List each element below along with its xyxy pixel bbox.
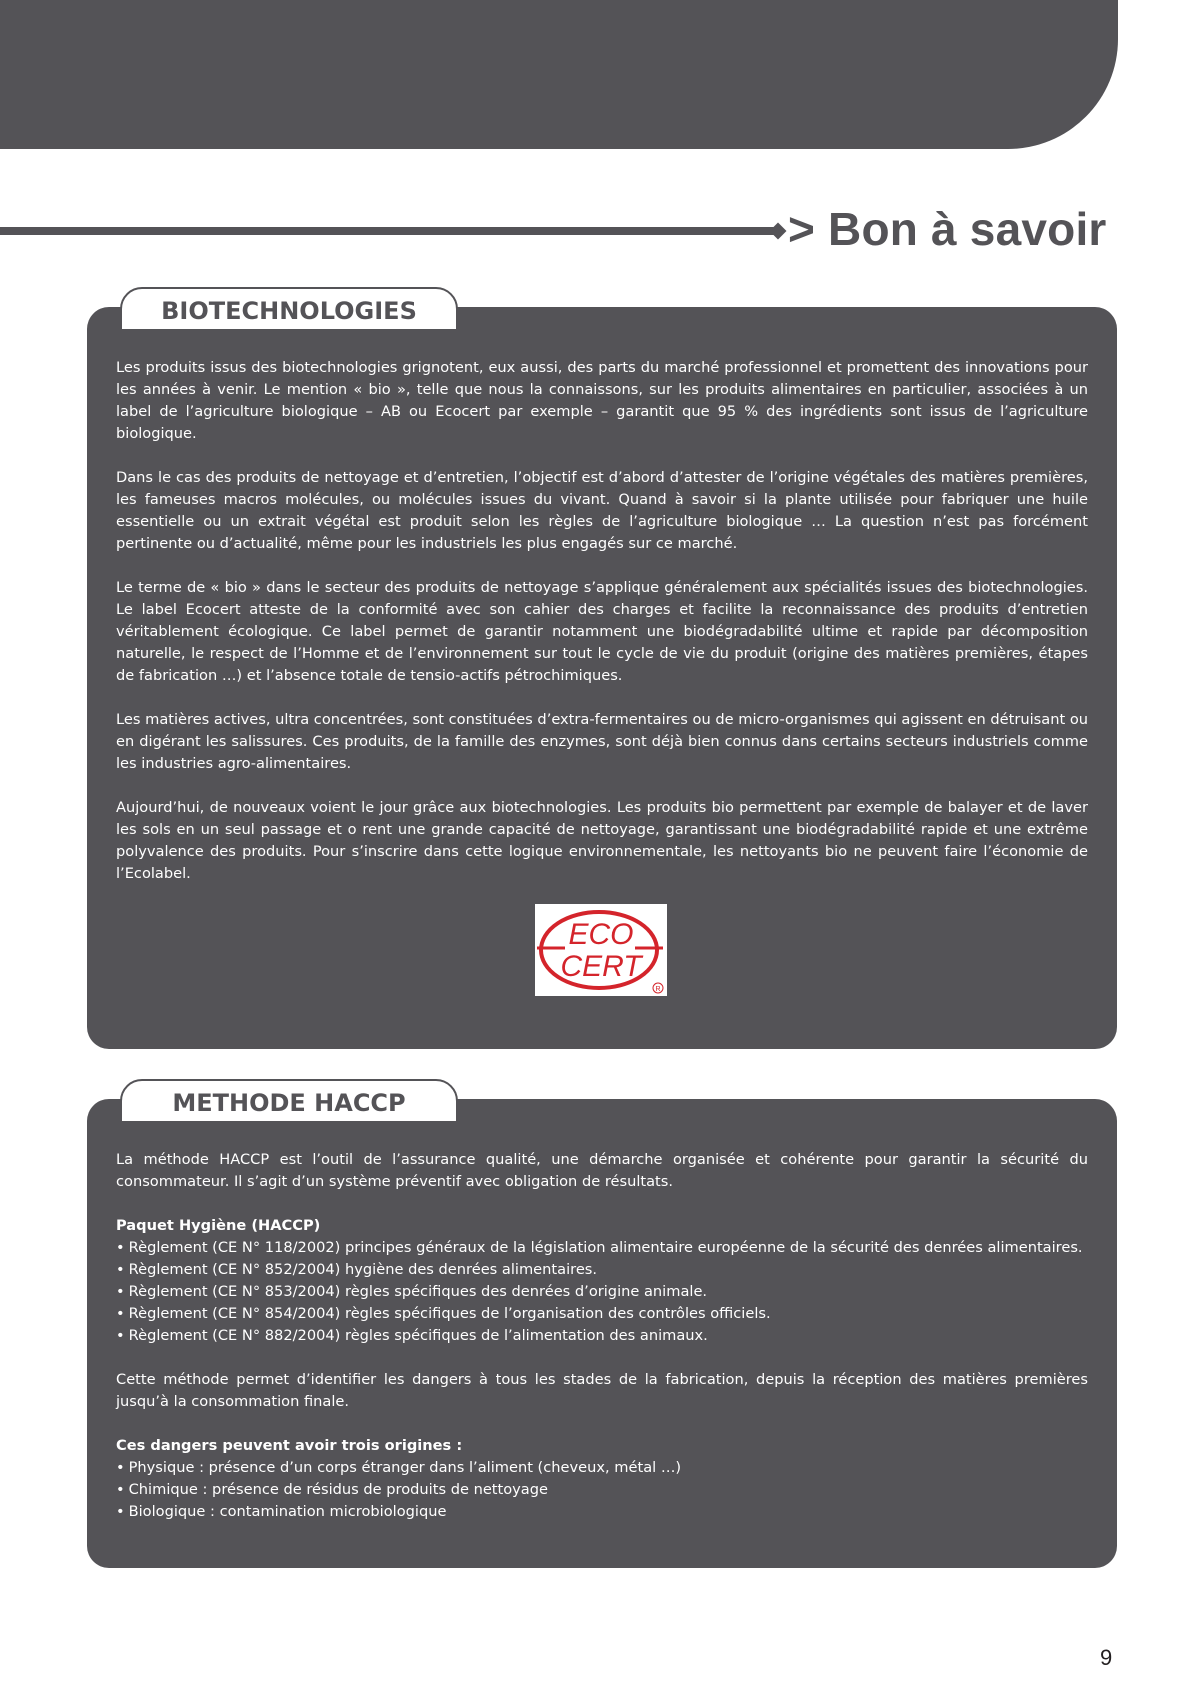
bullet-mark: •: [116, 1283, 125, 1300]
registered-mark-letter: R: [655, 986, 661, 993]
haccp-body: [116, 1149, 1088, 1545]
bullet-mark: •: [116, 1459, 125, 1476]
biotechnologies-panel: [87, 307, 1117, 1049]
list-item: [116, 1237, 1088, 1259]
bullet-mark: •: [116, 1481, 125, 1498]
haccp-heading: METHODE HACCP: [120, 1079, 458, 1123]
list-item: [116, 1479, 1088, 1501]
page-number: 9: [1100, 1645, 1113, 1670]
biotechnologies-heading: BIOTECHNOLOGIES: [120, 287, 458, 331]
list-item-text: Biologique : contamination microbiologique: [128, 1503, 447, 1520]
list-item: [116, 1259, 1088, 1281]
list-item-text: Règlement (CE N° 853/2004) règles spécifiques des denrées d’origine animale.: [128, 1283, 708, 1300]
bio-paragraph-4: Les matières actives, ultra concentrées, sont constituées d’extra-fermentaires ou de micro-organismes qui agissent en détruisant ou en digérant les salissures. Ces produits, de la famille des enzymes, sont déjà bien connus dans certains secteurs industriels comme les industries agro-alimentaires.: [116, 711, 1088, 772]
bio-paragraph-2: Dans le cas des produits de nettoyage et d’entretien, l’objectif est d’abord d’attester de l’origine végétales des matières premières, les fameuses macros molécules, ou molécules issues du vivant. Quand à savoir si la plante utilisée pour fabriquer une huile essentielle ou un extrait végétal est produit selon les règles de l’agriculture biologique … La question n’est pas forcément pertinente ou d’actualité, même pour les industriels les plus engagés sur ce marché.: [116, 469, 1088, 552]
dangers-list: [116, 1457, 1088, 1523]
list-item-text: Règlement (CE N° 118/2002) principes généraux de la législation alimentaire européenne de la sécurité des denrées alimentaires.: [128, 1239, 1083, 1256]
bullet-mark: •: [116, 1503, 125, 1520]
list-item-text: Physique : présence d’un corps étranger dans l’aliment (cheveux, métal …): [128, 1459, 682, 1476]
list-item-text: Règlement (CE N° 854/2004) règles spécifiques de l’organisation des contrôles officiels.: [128, 1305, 771, 1322]
haccp-panel: [87, 1099, 1117, 1568]
bullet-mark: •: [116, 1305, 125, 1322]
dangers-title: Ces dangers peuvent avoir trois origines :: [116, 1437, 463, 1454]
list-item: [116, 1501, 1088, 1523]
top-banner: [0, 0, 1118, 149]
list-item: [116, 1281, 1088, 1303]
bio-paragraph-5: Aujourd’hui, de nouveaux voient le jour grâce aux biotechnologies. Les produits bio permettent par exemple de balayer et de laver les sols en un seul passage et o rent une grande capacité de nettoyage, garantissant une biodégradabilité rapide et une extrême polyvalence des produits. Pour s’inscrire dans cette logique environnementale, les nettoyants bio ne peuvent faire l’économie de l’Ecolabel.: [116, 799, 1088, 882]
ecocert-logo: [535, 904, 667, 996]
ecocert-logo-graphic: [535, 904, 667, 996]
list-item-text: Règlement (CE N° 882/2004) règles spécifiques de l’alimentation des animaux.: [128, 1327, 708, 1344]
list-item: [116, 1457, 1088, 1479]
page-title: > Bon à savoir: [788, 203, 1107, 255]
list-item-text: Chimique : présence de résidus de produits de nettoyage: [128, 1481, 548, 1498]
biotechnologies-body: [116, 357, 1088, 907]
haccp-intro: La méthode HACCP est l’outil de l’assurance qualité, une démarche organisée et cohérente pour garantir la sécurité du consommateur. Il s’agit d’un système préventif avec obligation de résultats.: [116, 1151, 1088, 1190]
list-item-text: Règlement (CE N° 852/2004) hygiène des denrées alimentaires.: [128, 1261, 598, 1278]
list-item: [116, 1325, 1088, 1347]
bio-paragraph-1: Les produits issus des biotechnologies grignotent, eux aussi, des parts du marché professionnel et promettent des innovations pour les années à venir. Le mention « bio », telle que nous la connaissons, sur les produits alimentaires en particulier, associées à un label de l’agriculture biologique – AB ou Ecocert par exemple – garantit que 95 % des ingrédients sont issus de l’agriculture biologique.: [116, 359, 1088, 442]
bullet-mark: •: [116, 1261, 125, 1278]
bio-paragraph-3: Le terme de « bio » dans le secteur des produits de nettoyage s’applique généralement aux spécialités issues des biotechnologies. Le label Ecocert atteste de la conformité avec son cahier des charges et facilite la reconnaissance des produits d’entretien véritablement écologique. Ce label permet de garantir notamment une biodégradabilité ultime et rapide par décomposition naturelle, le respect de l’Homme et de l’environnement sur tout le cycle de vie du produit (origine des matières premières, étapes de fabrication …) et l’absence totale de tensio-actifs pétrochimiques.: [116, 579, 1088, 684]
ecocert-text-cert: CERT: [560, 950, 642, 983]
paquet-hygiene-title: Paquet Hygiène (HACCP): [116, 1217, 321, 1234]
list-item: [116, 1303, 1088, 1325]
haccp-method-text: Cette méthode permet d’identifier les dangers à tous les stades de la fabrication, depuis la réception des matières premières jusqu’à la consommation finale.: [116, 1371, 1088, 1410]
ecocert-text-eco: ECO: [568, 918, 634, 951]
header-rule: [0, 227, 780, 235]
paquet-hygiene-list: [116, 1237, 1088, 1347]
bullet-mark: •: [116, 1239, 125, 1256]
bullet-mark: •: [116, 1327, 125, 1344]
